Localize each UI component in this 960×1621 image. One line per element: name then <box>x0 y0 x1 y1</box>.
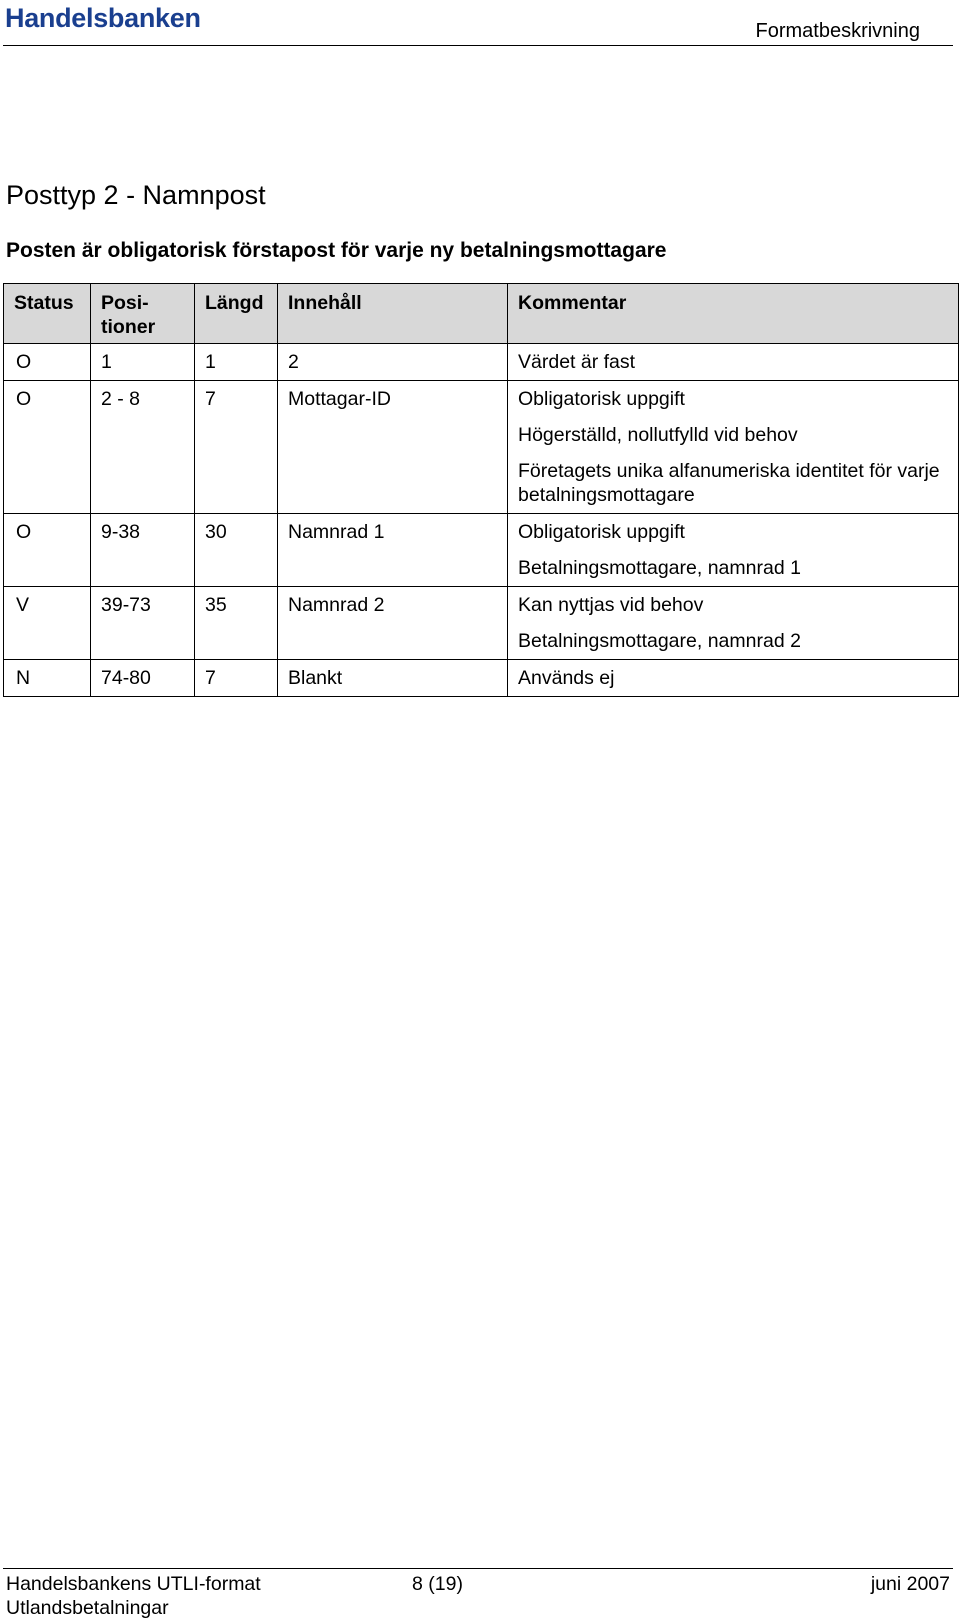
cell-langd: 35 <box>195 587 278 660</box>
cell-innehall: Namnrad 1 <box>278 514 508 587</box>
cell-positioner: 9-38 <box>91 514 195 587</box>
kommentar-line: Obligatorisk uppgift <box>518 521 685 543</box>
cell-langd: 7 <box>195 660 278 697</box>
kommentar-line: Värdet är fast <box>518 351 636 373</box>
handelsbanken-logo: Handelsbanken <box>5 3 201 33</box>
header-positioner-line1: Posi- <box>101 292 149 314</box>
header-innehall: Innehåll <box>278 284 508 344</box>
cell-innehall: Mottagar-ID <box>278 381 508 514</box>
cell-kommentar <box>508 381 959 514</box>
cell-positioner: 74-80 <box>91 660 195 697</box>
cell-kommentar <box>508 660 959 697</box>
footer-divider <box>3 1568 953 1569</box>
kommentar-line: Betalningsmottagare, namnrad 1 <box>518 557 801 579</box>
header-status: Status <box>4 284 91 344</box>
cell-positioner: 39-73 <box>91 587 195 660</box>
document-type-label: Formatbeskrivning <box>755 20 920 42</box>
record-format-table <box>3 283 959 697</box>
cell-langd: 1 <box>195 344 278 381</box>
table-row <box>4 381 959 514</box>
cell-status: O <box>4 344 91 381</box>
header-positioner-line2: tioner <box>101 316 156 338</box>
header-kommentar: Kommentar <box>508 284 959 344</box>
table-row <box>4 660 959 697</box>
cell-kommentar <box>508 344 959 381</box>
header-langd: Längd <box>195 284 278 344</box>
section-title: Posttyp 2 - Namnpost <box>6 180 266 210</box>
cell-innehall: Blankt <box>278 660 508 697</box>
cell-positioner: 1 <box>91 344 195 381</box>
header-positioner <box>91 284 195 344</box>
cell-innehall: 2 <box>278 344 508 381</box>
footer-page-number: 8 (19) <box>412 1573 463 1595</box>
cell-kommentar <box>508 587 959 660</box>
footer-document-name <box>6 1572 261 1620</box>
footer-line-2: Utlandsbetalningar <box>6 1597 169 1619</box>
kommentar-line: Används ej <box>518 667 615 689</box>
table-row <box>4 344 959 381</box>
footer-date: juni 2007 <box>870 1573 950 1595</box>
cell-langd: 30 <box>195 514 278 587</box>
kommentar-line: Högerställd, nollutfylld vid behov <box>518 424 798 446</box>
table-row <box>4 587 959 660</box>
kommentar-line: Företagets unika alfanumeriska identitet för varje betalningsmottagare <box>518 460 940 506</box>
cell-status: O <box>4 514 91 587</box>
cell-positioner: 2 - 8 <box>91 381 195 514</box>
cell-innehall: Namnrad 2 <box>278 587 508 660</box>
header-divider <box>3 45 953 46</box>
kommentar-line: Betalningsmottagare, namnrad 2 <box>518 630 801 652</box>
cell-langd: 7 <box>195 381 278 514</box>
footer-line-1: Handelsbankens UTLI-format <box>6 1573 261 1595</box>
table-header-row <box>4 284 959 344</box>
kommentar-line: Kan nyttjas vid behov <box>518 594 704 616</box>
cell-status: V <box>4 587 91 660</box>
cell-kommentar <box>508 514 959 587</box>
cell-status: O <box>4 381 91 514</box>
section-subtitle: Posten är obligatorisk förstapost för varje ny betalningsmottagare <box>6 239 667 262</box>
cell-status: N <box>4 660 91 697</box>
table-row <box>4 514 959 587</box>
kommentar-line: Obligatorisk uppgift <box>518 388 685 410</box>
